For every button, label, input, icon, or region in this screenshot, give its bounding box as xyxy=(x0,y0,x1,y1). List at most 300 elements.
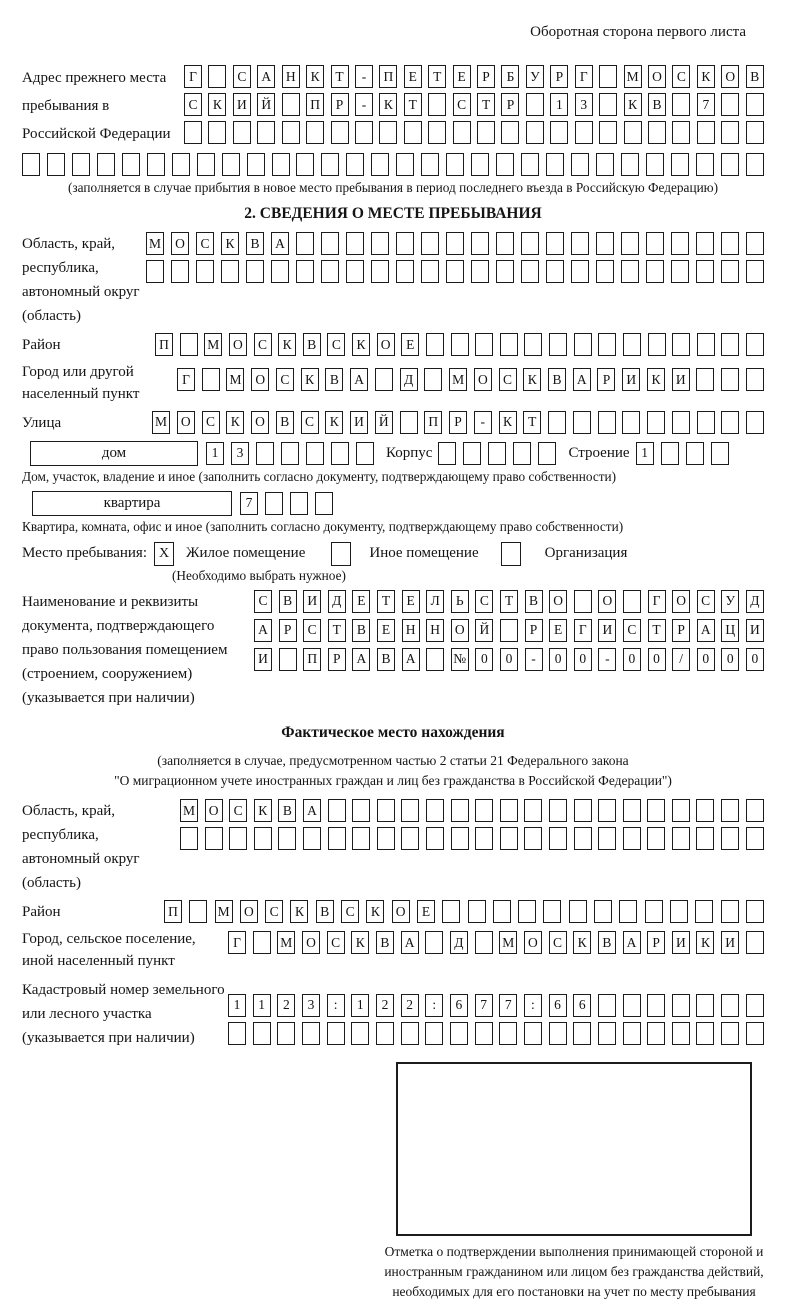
char-cell[interactable] xyxy=(463,442,481,465)
char-cell[interactable]: О xyxy=(524,931,542,954)
char-cell[interactable]: В xyxy=(548,368,566,391)
char-cell[interactable]: Р xyxy=(331,93,349,116)
char-cell[interactable]: Г xyxy=(575,65,593,88)
char-cell[interactable] xyxy=(624,121,642,144)
char-cell[interactable]: А xyxy=(401,931,419,954)
char-cell[interactable]: В xyxy=(746,65,764,88)
char-cell[interactable]: 0 xyxy=(697,648,715,671)
char-cell[interactable]: М xyxy=(449,368,467,391)
char-cell[interactable] xyxy=(475,827,493,850)
char-cell[interactable] xyxy=(599,121,617,144)
char-cell[interactable]: 3 xyxy=(575,93,593,116)
char-cell[interactable] xyxy=(396,260,414,283)
char-cell[interactable] xyxy=(471,260,489,283)
char-cell[interactable] xyxy=(721,411,739,434)
char-cell[interactable]: С xyxy=(623,619,641,642)
char-cell[interactable] xyxy=(594,900,612,923)
char-cell[interactable] xyxy=(468,900,486,923)
char-cell[interactable] xyxy=(696,799,714,822)
char-cell[interactable] xyxy=(256,442,274,465)
char-cell[interactable] xyxy=(277,1022,295,1045)
char-cell[interactable]: К xyxy=(573,931,591,954)
char-cell[interactable]: Ь xyxy=(451,590,469,613)
char-cell[interactable] xyxy=(647,411,665,434)
char-cell[interactable] xyxy=(496,260,514,283)
char-cell[interactable]: 0 xyxy=(623,648,641,671)
char-cell[interactable] xyxy=(623,799,641,822)
char-cell[interactable] xyxy=(451,827,469,850)
char-cell[interactable] xyxy=(424,368,442,391)
char-cell[interactable] xyxy=(400,411,418,434)
char-cell[interactable] xyxy=(296,153,314,176)
char-cell[interactable] xyxy=(524,827,542,850)
char-cell[interactable]: / xyxy=(672,648,690,671)
char-cell[interactable]: К xyxy=(325,411,343,434)
char-cell[interactable] xyxy=(696,827,714,850)
char-cell[interactable] xyxy=(672,121,690,144)
char-cell[interactable]: У xyxy=(721,590,739,613)
char-cell[interactable] xyxy=(208,121,226,144)
char-cell[interactable] xyxy=(279,648,297,671)
char-cell[interactable]: Р xyxy=(501,93,519,116)
char-cell[interactable]: Т xyxy=(328,619,346,642)
char-cell[interactable]: Г xyxy=(648,590,666,613)
char-cell[interactable]: 1 xyxy=(351,994,369,1017)
char-cell[interactable] xyxy=(546,153,564,176)
char-cell[interactable]: И xyxy=(622,368,640,391)
char-cell[interactable] xyxy=(672,799,690,822)
char-cell[interactable] xyxy=(493,900,511,923)
char-cell[interactable]: Р xyxy=(550,65,568,88)
char-cell[interactable]: П xyxy=(379,65,397,88)
char-cell[interactable] xyxy=(524,799,542,822)
char-cell[interactable]: С xyxy=(475,590,493,613)
char-cell[interactable] xyxy=(496,153,514,176)
char-cell[interactable]: С xyxy=(233,65,251,88)
char-cell[interactable] xyxy=(598,333,616,356)
char-cell[interactable] xyxy=(171,260,189,283)
char-cell[interactable]: С xyxy=(229,799,247,822)
char-cell[interactable] xyxy=(746,411,764,434)
char-cell[interactable] xyxy=(648,121,666,144)
char-cell[interactable]: К xyxy=(226,411,244,434)
char-cell[interactable] xyxy=(711,442,729,465)
char-cell[interactable]: С xyxy=(301,411,319,434)
char-cell[interactable]: О xyxy=(177,411,195,434)
char-cell[interactable] xyxy=(672,994,690,1017)
char-cell[interactable]: Г xyxy=(228,931,246,954)
char-cell[interactable] xyxy=(524,333,542,356)
char-cell[interactable]: Е xyxy=(404,65,422,88)
char-cell[interactable]: 7 xyxy=(475,994,493,1017)
org-checkbox[interactable] xyxy=(501,542,521,566)
char-cell[interactable] xyxy=(272,153,290,176)
char-cell[interactable] xyxy=(377,799,395,822)
char-cell[interactable]: В xyxy=(316,900,334,923)
char-cell[interactable]: 0 xyxy=(549,648,567,671)
char-cell[interactable] xyxy=(500,799,518,822)
char-cell[interactable]: М xyxy=(180,799,198,822)
char-cell[interactable]: С xyxy=(327,931,345,954)
char-cell[interactable]: А xyxy=(402,648,420,671)
char-cell[interactable]: Р xyxy=(328,648,346,671)
char-cell[interactable] xyxy=(721,799,739,822)
char-cell[interactable] xyxy=(147,153,165,176)
char-cell[interactable] xyxy=(501,121,519,144)
char-cell[interactable]: К xyxy=(523,368,541,391)
char-cell[interactable]: А xyxy=(257,65,275,88)
char-cell[interactable] xyxy=(355,121,373,144)
char-cell[interactable] xyxy=(646,153,664,176)
char-cell[interactable]: С xyxy=(549,931,567,954)
char-cell[interactable]: Е xyxy=(453,65,471,88)
char-cell[interactable] xyxy=(202,368,220,391)
char-cell[interactable] xyxy=(621,153,639,176)
char-cell[interactable]: 0 xyxy=(475,648,493,671)
char-cell[interactable]: Е xyxy=(401,333,419,356)
char-cell[interactable] xyxy=(746,900,764,923)
char-cell[interactable] xyxy=(598,994,616,1017)
char-cell[interactable]: О xyxy=(302,931,320,954)
char-cell[interactable]: К xyxy=(278,333,296,356)
char-cell[interactable]: С xyxy=(499,368,517,391)
char-cell[interactable] xyxy=(356,442,374,465)
char-cell[interactable]: Р xyxy=(525,619,543,642)
char-cell[interactable]: Т xyxy=(648,619,666,642)
char-cell[interactable] xyxy=(598,411,616,434)
char-cell[interactable]: И xyxy=(672,931,690,954)
char-cell[interactable]: Г xyxy=(184,65,202,88)
char-cell[interactable] xyxy=(549,1022,567,1045)
char-cell[interactable] xyxy=(184,121,202,144)
char-cell[interactable]: О xyxy=(721,65,739,88)
char-cell[interactable] xyxy=(471,232,489,255)
char-cell[interactable] xyxy=(446,232,464,255)
char-cell[interactable] xyxy=(321,232,339,255)
char-cell[interactable] xyxy=(315,492,333,515)
char-cell[interactable]: 0 xyxy=(648,648,666,671)
char-cell[interactable] xyxy=(521,260,539,283)
char-cell[interactable]: Р xyxy=(449,411,467,434)
char-cell[interactable]: Р xyxy=(279,619,297,642)
char-cell[interactable] xyxy=(549,799,567,822)
char-cell[interactable] xyxy=(282,93,300,116)
char-cell[interactable] xyxy=(22,153,40,176)
char-cell[interactable] xyxy=(281,442,299,465)
char-cell[interactable]: 2 xyxy=(401,994,419,1017)
char-cell[interactable]: 1 xyxy=(550,93,568,116)
char-cell[interactable] xyxy=(396,232,414,255)
char-cell[interactable] xyxy=(47,153,65,176)
char-cell[interactable] xyxy=(521,232,539,255)
char-cell[interactable] xyxy=(623,333,641,356)
char-cell[interactable]: О xyxy=(648,65,666,88)
char-cell[interactable] xyxy=(648,333,666,356)
char-cell[interactable] xyxy=(621,260,639,283)
char-cell[interactable]: К xyxy=(624,93,642,116)
char-cell[interactable] xyxy=(746,260,764,283)
char-cell[interactable] xyxy=(321,260,339,283)
char-cell[interactable] xyxy=(721,153,739,176)
char-cell[interactable] xyxy=(573,411,591,434)
char-cell[interactable]: К xyxy=(647,368,665,391)
char-cell[interactable] xyxy=(571,153,589,176)
char-cell[interactable]: М xyxy=(624,65,642,88)
char-cell[interactable]: О xyxy=(205,799,223,822)
char-cell[interactable]: № xyxy=(451,648,469,671)
char-cell[interactable]: И xyxy=(350,411,368,434)
char-cell[interactable] xyxy=(546,232,564,255)
char-cell[interactable]: Й xyxy=(257,93,275,116)
char-cell[interactable]: К xyxy=(499,411,517,434)
char-cell[interactable] xyxy=(670,900,688,923)
char-cell[interactable] xyxy=(271,260,289,283)
char-cell[interactable] xyxy=(205,827,223,850)
char-cell[interactable] xyxy=(426,648,444,671)
char-cell[interactable]: М xyxy=(204,333,222,356)
char-cell[interactable]: С xyxy=(672,65,690,88)
char-cell[interactable] xyxy=(549,827,567,850)
char-cell[interactable]: Ц xyxy=(721,619,739,642)
char-cell[interactable]: В xyxy=(303,333,321,356)
char-cell[interactable] xyxy=(647,799,665,822)
char-cell[interactable] xyxy=(426,827,444,850)
char-cell[interactable] xyxy=(208,65,226,88)
char-cell[interactable] xyxy=(746,827,764,850)
char-cell[interactable] xyxy=(421,232,439,255)
char-cell[interactable] xyxy=(401,1022,419,1045)
char-cell[interactable] xyxy=(622,411,640,434)
char-cell[interactable]: П xyxy=(164,900,182,923)
char-cell[interactable] xyxy=(229,827,247,850)
char-cell[interactable] xyxy=(623,994,641,1017)
char-cell[interactable] xyxy=(296,232,314,255)
char-cell[interactable] xyxy=(746,232,764,255)
char-cell[interactable]: С xyxy=(254,590,272,613)
char-cell[interactable] xyxy=(746,1022,764,1045)
char-cell[interactable] xyxy=(371,153,389,176)
char-cell[interactable]: Т xyxy=(331,65,349,88)
char-cell[interactable]: О xyxy=(251,368,269,391)
char-cell[interactable] xyxy=(265,492,283,515)
char-cell[interactable] xyxy=(596,260,614,283)
char-cell[interactable] xyxy=(97,153,115,176)
char-cell[interactable]: И xyxy=(303,590,321,613)
char-cell[interactable]: Г xyxy=(177,368,195,391)
char-cell[interactable]: С xyxy=(327,333,345,356)
char-cell[interactable] xyxy=(571,232,589,255)
char-cell[interactable] xyxy=(746,153,764,176)
char-cell[interactable] xyxy=(253,931,271,954)
char-cell[interactable] xyxy=(672,1022,690,1045)
char-cell[interactable] xyxy=(647,994,665,1017)
char-cell[interactable] xyxy=(500,619,518,642)
char-cell[interactable]: 7 xyxy=(240,492,258,515)
char-cell[interactable] xyxy=(233,121,251,144)
char-cell[interactable]: А xyxy=(352,648,370,671)
char-cell[interactable] xyxy=(500,333,518,356)
char-cell[interactable] xyxy=(451,333,469,356)
char-cell[interactable]: Б xyxy=(501,65,519,88)
char-cell[interactable] xyxy=(453,121,471,144)
char-cell[interactable]: 6 xyxy=(573,994,591,1017)
char-cell[interactable]: И xyxy=(721,931,739,954)
char-cell[interactable] xyxy=(721,900,739,923)
char-cell[interactable]: Т xyxy=(523,411,541,434)
char-cell[interactable]: Т xyxy=(500,590,518,613)
char-cell[interactable]: Д xyxy=(400,368,418,391)
char-cell[interactable] xyxy=(548,411,566,434)
char-cell[interactable]: 7 xyxy=(499,994,517,1017)
char-cell[interactable] xyxy=(598,827,616,850)
char-cell[interactable]: Д xyxy=(328,590,346,613)
char-cell[interactable] xyxy=(425,1022,443,1045)
char-cell[interactable]: К xyxy=(254,799,272,822)
char-cell[interactable]: О xyxy=(377,333,395,356)
char-cell[interactable]: С xyxy=(341,900,359,923)
char-cell[interactable]: Л xyxy=(426,590,444,613)
char-cell[interactable] xyxy=(475,1022,493,1045)
char-cell[interactable]: 3 xyxy=(231,442,249,465)
char-cell[interactable]: П xyxy=(424,411,442,434)
char-cell[interactable]: А xyxy=(271,232,289,255)
char-cell[interactable] xyxy=(428,93,446,116)
char-cell[interactable]: А xyxy=(573,368,591,391)
char-cell[interactable] xyxy=(671,232,689,255)
char-cell[interactable] xyxy=(721,994,739,1017)
char-cell[interactable] xyxy=(496,232,514,255)
char-cell[interactable]: 1 xyxy=(636,442,654,465)
char-cell[interactable]: 3 xyxy=(302,994,320,1017)
char-cell[interactable]: В xyxy=(278,799,296,822)
char-cell[interactable]: С xyxy=(184,93,202,116)
char-cell[interactable] xyxy=(257,121,275,144)
char-cell[interactable] xyxy=(303,827,321,850)
char-cell[interactable] xyxy=(377,827,395,850)
char-cell[interactable]: О xyxy=(229,333,247,356)
char-cell[interactable] xyxy=(574,799,592,822)
char-cell[interactable] xyxy=(574,827,592,850)
char-cell[interactable]: : xyxy=(425,994,443,1017)
char-cell[interactable] xyxy=(428,121,446,144)
char-cell[interactable] xyxy=(331,442,349,465)
char-cell[interactable] xyxy=(438,442,456,465)
char-cell[interactable]: С xyxy=(202,411,220,434)
char-cell[interactable] xyxy=(521,153,539,176)
char-cell[interactable]: О xyxy=(672,590,690,613)
char-cell[interactable] xyxy=(401,827,419,850)
char-cell[interactable]: К xyxy=(290,900,308,923)
char-cell[interactable]: П xyxy=(155,333,173,356)
char-cell[interactable]: А xyxy=(254,619,272,642)
char-cell[interactable]: В xyxy=(246,232,264,255)
char-cell[interactable]: : xyxy=(524,994,542,1017)
char-cell[interactable]: М xyxy=(152,411,170,434)
char-cell[interactable] xyxy=(421,260,439,283)
char-cell[interactable]: С xyxy=(303,619,321,642)
char-cell[interactable]: А xyxy=(350,368,368,391)
char-cell[interactable] xyxy=(596,153,614,176)
char-cell[interactable] xyxy=(278,827,296,850)
char-cell[interactable] xyxy=(421,153,439,176)
char-cell[interactable]: Г xyxy=(574,619,592,642)
char-cell[interactable] xyxy=(247,153,265,176)
char-cell[interactable]: - xyxy=(525,648,543,671)
char-cell[interactable]: П xyxy=(303,648,321,671)
char-cell[interactable] xyxy=(746,121,764,144)
char-cell[interactable]: И xyxy=(254,648,272,671)
char-cell[interactable]: Е xyxy=(417,900,435,923)
char-cell[interactable] xyxy=(222,153,240,176)
char-cell[interactable] xyxy=(488,442,506,465)
char-cell[interactable] xyxy=(172,153,190,176)
char-cell[interactable] xyxy=(331,121,349,144)
char-cell[interactable] xyxy=(499,1022,517,1045)
char-cell[interactable] xyxy=(513,442,531,465)
char-cell[interactable] xyxy=(426,333,444,356)
char-cell[interactable] xyxy=(538,442,556,465)
char-cell[interactable]: 0 xyxy=(574,648,592,671)
char-cell[interactable] xyxy=(122,153,140,176)
char-cell[interactable] xyxy=(371,260,389,283)
char-cell[interactable] xyxy=(451,799,469,822)
char-cell[interactable] xyxy=(550,121,568,144)
char-cell[interactable] xyxy=(721,93,739,116)
char-cell[interactable] xyxy=(246,260,264,283)
char-cell[interactable] xyxy=(647,827,665,850)
char-cell[interactable]: 2 xyxy=(376,994,394,1017)
char-cell[interactable] xyxy=(425,931,443,954)
char-cell[interactable] xyxy=(526,93,544,116)
char-cell[interactable]: 7 xyxy=(697,93,715,116)
char-cell[interactable] xyxy=(746,994,764,1017)
char-cell[interactable] xyxy=(672,333,690,356)
char-cell[interactable] xyxy=(696,153,714,176)
char-cell[interactable]: Т xyxy=(377,590,395,613)
char-cell[interactable]: 6 xyxy=(450,994,468,1017)
char-cell[interactable] xyxy=(450,1022,468,1045)
char-cell[interactable]: К xyxy=(301,368,319,391)
char-cell[interactable]: К xyxy=(221,232,239,255)
char-cell[interactable] xyxy=(396,153,414,176)
char-cell[interactable] xyxy=(351,1022,369,1045)
char-cell[interactable]: А xyxy=(303,799,321,822)
char-cell[interactable]: Д xyxy=(746,590,764,613)
char-cell[interactable] xyxy=(621,232,639,255)
char-cell[interactable]: 1 xyxy=(228,994,246,1017)
char-cell[interactable] xyxy=(721,333,739,356)
char-cell[interactable] xyxy=(543,900,561,923)
char-cell[interactable] xyxy=(526,121,544,144)
char-cell[interactable] xyxy=(352,799,370,822)
char-cell[interactable] xyxy=(426,799,444,822)
char-cell[interactable]: А xyxy=(697,619,715,642)
char-cell[interactable] xyxy=(623,1022,641,1045)
char-cell[interactable] xyxy=(302,1022,320,1045)
char-cell[interactable]: В xyxy=(279,590,297,613)
char-cell[interactable] xyxy=(623,590,641,613)
char-cell[interactable] xyxy=(696,1022,714,1045)
char-cell[interactable]: К xyxy=(366,900,384,923)
char-cell[interactable]: К xyxy=(379,93,397,116)
char-cell[interactable] xyxy=(189,900,207,923)
char-cell[interactable] xyxy=(671,153,689,176)
char-cell[interactable] xyxy=(647,1022,665,1045)
char-cell[interactable]: О xyxy=(598,590,616,613)
char-cell[interactable]: 0 xyxy=(721,648,739,671)
char-cell[interactable]: О xyxy=(251,411,269,434)
char-cell[interactable] xyxy=(442,900,460,923)
